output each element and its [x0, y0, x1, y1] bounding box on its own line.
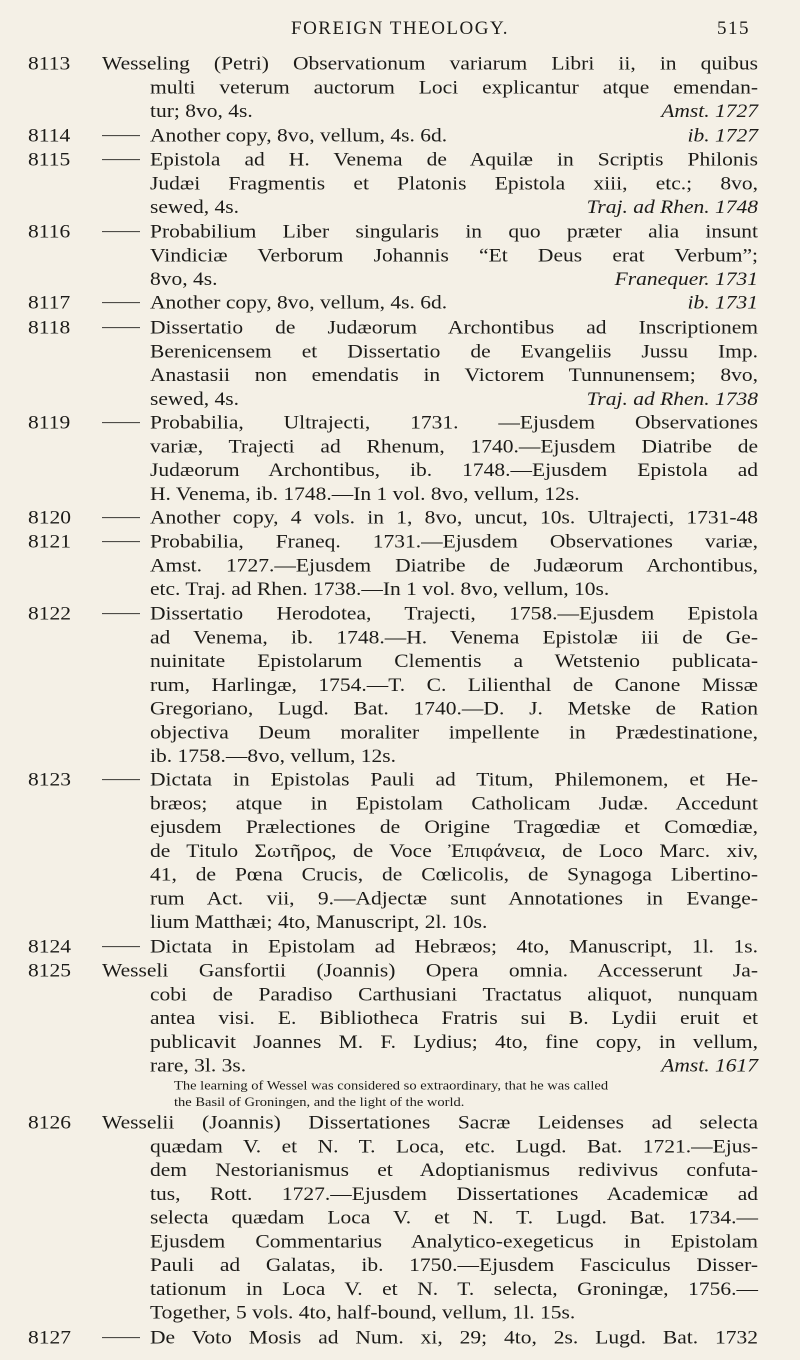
- lot-number: 8120: [28, 506, 71, 528]
- entry-text: sewed, 4s.: [150, 387, 239, 409]
- entry-line: [150, 935, 758, 959]
- imprint: ib. 1731: [687, 292, 758, 313]
- entry-line: [150, 387, 758, 411]
- catalogue-entry: [0, 124, 800, 148]
- ditto-dash: [102, 220, 140, 244]
- ditto-dash: [102, 411, 140, 435]
- entry-text: Another copy, 8vo, vellum, 4s. 6d.: [150, 292, 448, 313]
- lot-number: 8113: [28, 52, 71, 74]
- entry-text: Probabilia, Franeq. 1731.—Ejusdem Observationes variæ,: [150, 530, 758, 552]
- entry-text: Probabilia, Ultrajecti, 1731. —Ejusdem Observationes: [150, 411, 758, 433]
- entry-line: objectiva Deum moraliter impellente in Prædestinatione,: [150, 721, 758, 743]
- entry-line: Judæorum Archontibus, ib. 1748.—Ejusdem Epistola ad: [150, 459, 758, 480]
- ditto-dash: [102, 530, 140, 554]
- catalogue-entry: [0, 959, 800, 1111]
- entry-text: Dissertatio de Judæorum Archontibus ad Inscriptionem: [150, 316, 758, 338]
- entry-line: multi veterum auctorum Loci explicantur atque emendan-: [150, 76, 758, 98]
- lot-number: 8118: [28, 316, 71, 338]
- entry-line: H. Venema, ib. 1748.—In 1 vol. 8vo, vellum, 12s.: [150, 482, 580, 504]
- entry-line: Wesselii (Joannis) Dissertationes Sacræ Leidenses ad selecta: [102, 1112, 758, 1134]
- entry-text: rare, 3l. 3s.: [150, 1055, 247, 1077]
- entry-line: [150, 506, 758, 530]
- entry-line: Together, 5 vols. 4to, half-bound, vellum, 1l. 15s.: [150, 1302, 576, 1324]
- lot-number: 8122: [28, 602, 71, 624]
- entry-line: ejusdem Prælectiones de Origine Tragœdiæ et Comœdiæ,: [150, 816, 758, 838]
- entry-line: 41, de Pœna Crucis, de Cœlicolis, de Synagoga Libertino-: [150, 864, 758, 886]
- entry-line: lium Matthæi; 4to, Manuscript, 2l. 10s.: [150, 911, 488, 933]
- entry-line: [150, 1326, 758, 1350]
- entry-line: [150, 124, 758, 148]
- catalogue-entry: [0, 148, 800, 219]
- entry-line: [150, 100, 758, 124]
- entry-line: cobi de Paradiso Carthusiani Tractatus aliquot, nunquam: [150, 984, 758, 1005]
- lot-number: 8126: [28, 1112, 71, 1134]
- catalogue-entry: [0, 768, 800, 934]
- entry-text: Dictata in Epistolam ad Hebræos; 4to, Manuscript, 1l. 1s.: [150, 936, 758, 957]
- page-header: [0, 16, 800, 46]
- entry-line: Gregoriano, Lugd. Bat. 1740.—D. J. Metske de Ration: [150, 697, 758, 719]
- catalogue-entry: [0, 316, 800, 411]
- entry-line: tus, Rott. 1727.—Ejusdem Dissertationes Academicæ ad: [150, 1183, 758, 1205]
- lot-number: 8121: [28, 530, 71, 552]
- catalogue-entry: [0, 1326, 800, 1350]
- catalogue-entry: [0, 506, 800, 530]
- entry-line: dem Nestorianismus et Adoptianismus redivivus confuta-: [150, 1159, 758, 1181]
- catalogue-entry: [0, 52, 800, 123]
- entry-text: tur; 8vo, 4s.: [150, 100, 253, 122]
- entry-line: Vindiciæ Verborum Johannis “Et Deus erat Verbum”;: [150, 244, 758, 266]
- lot-number: 8123: [28, 769, 71, 790]
- lot-number: 8116: [28, 220, 71, 242]
- entry-line: [150, 768, 758, 792]
- entry-text: 8vo, 4s.: [150, 268, 218, 289]
- entry-line: tationum in Loca V. et N. T. selecta, Groningæ, 1756.—: [150, 1278, 758, 1300]
- entry-line: [150, 411, 758, 435]
- entry-line: Wesseli Gansfortii (Joannis) Opera omnia. Accesserunt Ja-: [102, 960, 758, 981]
- catalogue-entry: [0, 935, 800, 959]
- page-number: 515: [717, 18, 750, 39]
- ditto-dash: [102, 768, 140, 792]
- lot-number: 8115: [28, 148, 71, 170]
- footnote-line: The learning of Wessel was considered so extraordinary, that he was called: [174, 1079, 609, 1093]
- imprint: Franequer. 1731: [614, 268, 758, 289]
- entry-text: Epistola ad H. Venema de Aquilæ in Scriptis Philonis: [150, 148, 758, 170]
- entry-text: Dictata in Epistolas Pauli ad Titum, Philemonem, et He-: [150, 769, 758, 790]
- entry-line: Berenicensem et Dissertatio de Evangeliis Jussu Imp.: [150, 340, 758, 361]
- entry-line: ib. 1758.—8vo, vellum, 12s.: [150, 745, 397, 766]
- entry-line: Wesseling (Petri) Observationum variarum Libri ii, in quibus: [102, 52, 758, 74]
- imprint: Amst. 1727: [661, 100, 758, 122]
- lot-number: 8127: [28, 1326, 71, 1348]
- entry-line: bræos; atque in Epistolam Catholicam Judæ. Accedunt: [150, 793, 758, 814]
- entry-line: [150, 316, 758, 340]
- entry-line: [150, 530, 758, 554]
- lot-number: 8124: [28, 936, 71, 957]
- entry-line: antea visi. E. Bibliotheca Fratris sui B. Lydii eruit et: [150, 1007, 758, 1029]
- ditto-dash: [102, 506, 140, 530]
- ditto-dash: [102, 291, 140, 315]
- entry-text: Another copy, 8vo, vellum, 4s. 6d.: [150, 124, 448, 146]
- catalogue-entry: [0, 220, 800, 291]
- entry-line: nuinitate Epistolarum Clementis a Wetstenio publicata-: [150, 650, 758, 671]
- entry-line: rum Act. vii, 9.—Adjectæ sunt Annotationes in Evange-: [150, 888, 758, 909]
- entry-line: Ejusdem Commentarius Analytico-exegeticus in Epistolam: [150, 1231, 758, 1252]
- footnote-line: the Basil of Groningen, and the light of the world.: [174, 1095, 465, 1110]
- entry-text: sewed, 4s.: [150, 196, 239, 218]
- entry-line: Judæi Fragmentis et Platonis Epistola xiii, etc.; 8vo,: [150, 172, 758, 194]
- entry-text: Another copy, 4 vols. in 1, 8vo, uncut, 10s. Ultrajecti, 1731-48: [150, 506, 758, 528]
- ditto-dash: [102, 148, 140, 172]
- catalogue-entry: [0, 1111, 800, 1325]
- entry-line: Amst. 1727.—Ejusdem Diatribe de Judæorum Archontibus,: [150, 554, 758, 576]
- catalogue-entry: [0, 602, 800, 768]
- entry-line: [150, 267, 758, 291]
- entry-line: [150, 195, 758, 219]
- entry-line: quædam V. et N. T. Loca, etc. Lugd. Bat. 1721.—Ejus-: [150, 1136, 758, 1157]
- running-title: FOREIGN THEOLOGY.: [291, 18, 509, 39]
- entry-line: Pauli ad Galatas, ib. 1750.—Ejusdem Fasciculus Disser-: [150, 1254, 758, 1276]
- imprint: Traj. ad Rhen. 1748: [586, 196, 758, 218]
- imprint: ib. 1727: [687, 124, 758, 146]
- ditto-dash: [102, 1326, 140, 1350]
- footnote: [174, 1078, 758, 1111]
- entry-line: [150, 291, 758, 315]
- entry-line: selecta quædam Loca V. et N. T. Lugd. Bat. 1734.—: [150, 1207, 758, 1229]
- lot-number: 8119: [28, 411, 71, 433]
- lot-number: 8125: [28, 960, 71, 981]
- catalogue-entry: [0, 530, 800, 601]
- catalogue-entry: [0, 411, 800, 506]
- entry-text: De Voto Mosis ad Num. xi, 29; 4to, 2s. Lugd. Bat. 1732: [150, 1326, 758, 1348]
- ditto-dash: [102, 935, 140, 959]
- lot-number: 8117: [28, 292, 71, 313]
- entry-line: [150, 220, 758, 244]
- entry-line: variæ, Trajecti ad Rhenum, 1740.—Ejusdem Diatribe de: [150, 435, 758, 456]
- entry-text: Dissertatio Herodotea, Trajecti, 1758.—Ejusdem Epistola: [150, 602, 758, 624]
- entry-line: publicavit Joannes M. F. Lydius; 4to, fine copy, in vellum,: [150, 1031, 758, 1053]
- imprint: Traj. ad Rhen. 1738: [586, 387, 758, 409]
- entry-line: [150, 602, 758, 626]
- entry-text: Probabilium Liber singularis in quo præter alia insunt: [150, 220, 758, 242]
- entry-line: de Titulo Σωτῆρος, de Voce Ἐπιφάνεια, de Loco Marc. xiv,: [150, 840, 758, 862]
- ditto-dash: [102, 602, 140, 626]
- entry-line: ad Venema, ib. 1748.—H. Venema Epistolæ iii de Ge-: [150, 626, 758, 647]
- imprint: Amst. 1617: [661, 1055, 758, 1077]
- lot-number: 8114: [28, 124, 71, 146]
- entry-line: rum, Harlingæ, 1754.—T. C. Lilienthal de Canone Missæ: [150, 673, 758, 695]
- catalogue-entry: [0, 291, 800, 315]
- ditto-dash: [102, 316, 140, 340]
- entry-line: etc. Traj. ad Rhen. 1738.—In 1 vol. 8vo, vellum, 10s.: [150, 578, 610, 600]
- entry-line: Anastasii non emendatis in Victorem Tunnunensem; 8vo,: [150, 363, 758, 385]
- entry-line: [150, 148, 758, 172]
- ditto-dash: [102, 124, 140, 148]
- entry-line: [150, 1054, 758, 1078]
